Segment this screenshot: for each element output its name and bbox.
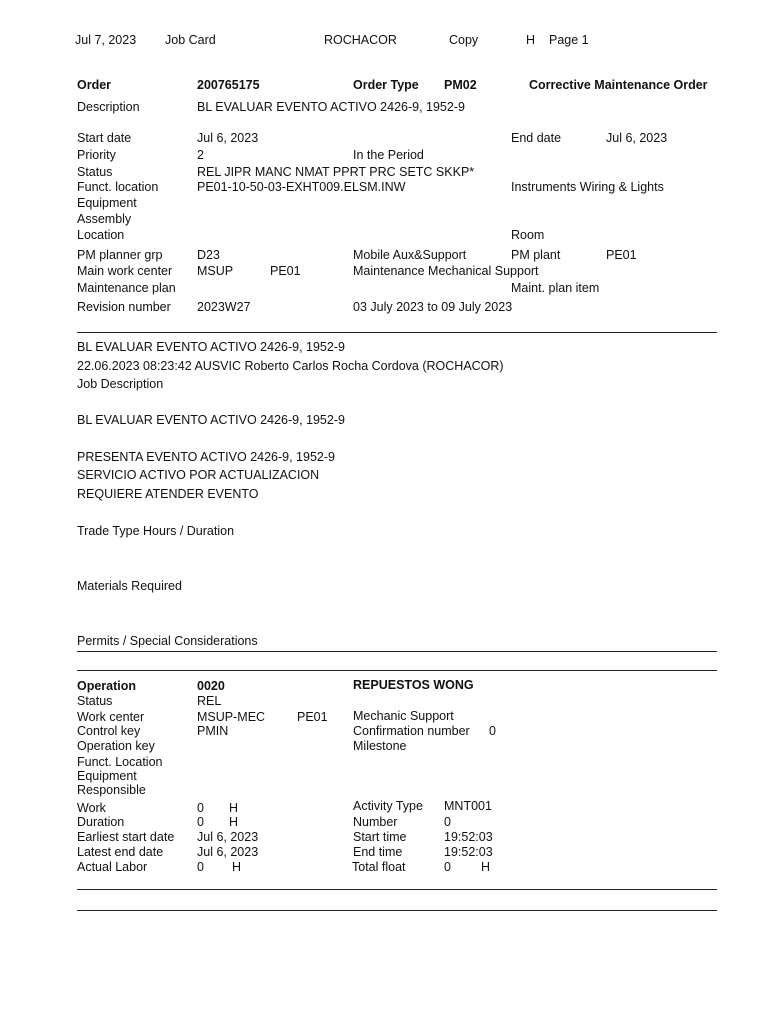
copy-value: H <box>526 33 536 47</box>
duration-value: 0 <box>197 815 204 829</box>
section-divider <box>77 670 717 671</box>
duration-label: Duration <box>77 815 125 829</box>
assembly-label: Assembly <box>77 212 132 226</box>
section-divider <box>77 910 717 911</box>
actual-labor-label: Actual Labor <box>77 860 148 874</box>
job-title: BL EVALUAR EVENTO ACTIVO 2426-9, 1952-9 <box>77 340 345 354</box>
revision-number-value: 2023W27 <box>197 300 251 314</box>
job-created-info: 22.06.2023 08:23:42 AUSVIC Roberto Carlos Rocha Cordova (ROCHACOR) <box>77 359 504 373</box>
operation-number: 0020 <box>197 679 225 693</box>
operation-description: REPUESTOS WONG <box>353 678 474 692</box>
number-value: 0 <box>444 815 451 829</box>
description-value: BL EVALUAR EVENTO ACTIVO 2426-9, 1952-9 <box>197 100 465 114</box>
main-work-center-description: Maintenance Mechanical Support <box>353 264 539 278</box>
latest-end-label: Latest end date <box>77 845 164 859</box>
op-status-label: Status <box>77 694 113 708</box>
funct-location-value: PE01-10-50-03-EXHT009.ELSM.INW <box>197 180 406 194</box>
job-description-label: Job Description <box>77 377 164 391</box>
document-type: Job Card <box>165 33 216 47</box>
order-type-value: PM02 <box>444 78 477 92</box>
copy-label: Copy <box>449 33 479 47</box>
revision-number-label: Revision number <box>77 300 171 314</box>
print-date: Jul 7, 2023 <box>75 33 137 47</box>
earliest-start-value: Jul 6, 2023 <box>197 830 259 844</box>
total-float-value: 0 <box>444 860 451 874</box>
op-equipment-label: Equipment <box>77 769 137 783</box>
operation-label: Operation <box>77 679 137 693</box>
confirmation-number-value: 0 <box>489 724 496 738</box>
latest-end-value: Jul 6, 2023 <box>197 845 259 859</box>
start-time-value: 19:52:03 <box>444 830 493 844</box>
total-float-label: Total float <box>352 860 406 874</box>
permits-label: Permits / Special Considerations <box>77 634 258 648</box>
start-date-value: Jul 6, 2023 <box>197 131 259 145</box>
duration-unit: H <box>229 815 239 829</box>
end-date-value: Jul 6, 2023 <box>606 131 668 145</box>
start-time-label: Start time <box>353 830 407 844</box>
job-text-line: SERVICIO ACTIVO POR ACTUALIZACION <box>77 468 320 482</box>
job-text-line: REQUIERE ATENDER EVENTO <box>77 487 259 501</box>
section-divider <box>77 889 717 890</box>
order-type-description: Corrective Maintenance Order <box>529 78 708 92</box>
control-key-label: Control key <box>77 724 141 738</box>
main-work-center-label: Main work center <box>77 264 173 278</box>
confirmation-number-label: Confirmation number <box>353 724 470 738</box>
room-label: Room <box>511 228 545 242</box>
pm-planner-description: Mobile Aux&Support <box>353 248 467 262</box>
maintenance-plan-label: Maintenance plan <box>77 281 176 295</box>
order-number: 200765175 <box>197 78 260 92</box>
page-number: Page 1 <box>549 33 589 47</box>
end-time-label: End time <box>353 845 403 859</box>
maint-plan-item-label: Maint. plan item <box>511 281 600 295</box>
work-center-description: Mechanic Support <box>353 709 454 723</box>
activity-type-label: Activity Type <box>353 799 423 813</box>
description-label: Description <box>77 100 140 114</box>
work-value: 0 <box>197 801 204 815</box>
user-id: ROCHACOR <box>324 33 397 47</box>
operation-key-label: Operation key <box>77 739 155 753</box>
materials-required-label: Materials Required <box>77 579 182 593</box>
status-label: Status <box>77 165 113 179</box>
op-funct-location-label: Funct. Location <box>77 755 163 769</box>
section-divider <box>77 651 717 652</box>
work-center-label: Work center <box>77 710 145 724</box>
op-status-value: REL <box>197 694 222 708</box>
actual-labor-unit: H <box>232 860 242 874</box>
job-text-line: BL EVALUAR EVENTO ACTIVO 2426-9, 1952-9 <box>77 413 345 427</box>
work-unit: H <box>229 801 239 815</box>
pm-planner-label: PM planner grp <box>77 248 163 262</box>
in-period-label: In the Period <box>353 148 424 162</box>
pm-planner-value: D23 <box>197 248 220 262</box>
control-key-value: PMIN <box>197 724 229 738</box>
pm-plant-value: PE01 <box>606 248 637 262</box>
start-date-label: Start date <box>77 131 132 145</box>
main-work-center-value: MSUP <box>197 264 234 278</box>
end-time-value: 19:52:03 <box>444 845 493 859</box>
order-type-label: Order Type <box>353 78 419 92</box>
job-text-line: PRESENTA EVENTO ACTIVO 2426-9, 1952-9 <box>77 450 335 464</box>
revision-period: 03 July 2023 to 09 July 2023 <box>353 300 513 314</box>
work-center-plant: PE01 <box>297 710 328 724</box>
end-date-label: End date <box>511 131 562 145</box>
work-center-value: MSUP-MEC <box>197 710 266 724</box>
milestone-label: Milestone <box>353 739 407 753</box>
total-float-unit: H <box>481 860 491 874</box>
earliest-start-label: Earliest start date <box>77 830 175 844</box>
order-label: Order <box>77 78 112 92</box>
number-label: Number <box>353 815 398 829</box>
pm-plant-label: PM plant <box>511 248 561 262</box>
section-divider <box>77 332 717 333</box>
actual-labor-value: 0 <box>197 860 204 874</box>
trade-type-label: Trade Type Hours / Duration <box>77 524 235 538</box>
equipment-label: Equipment <box>77 196 137 210</box>
main-work-center-plant: PE01 <box>270 264 301 278</box>
work-label: Work <box>77 801 106 815</box>
activity-type-value: MNT001 <box>444 799 492 813</box>
responsible-label: Responsible <box>77 783 146 797</box>
funct-location-description: Instruments Wiring & Lights <box>511 180 664 194</box>
location-label: Location <box>77 228 125 242</box>
status-value: REL JIPR MANC NMAT PPRT PRC SETC SKKP* <box>197 165 475 179</box>
priority-label: Priority <box>77 148 116 162</box>
funct-location-label: Funct. location <box>77 180 159 194</box>
priority-value: 2 <box>197 148 204 162</box>
